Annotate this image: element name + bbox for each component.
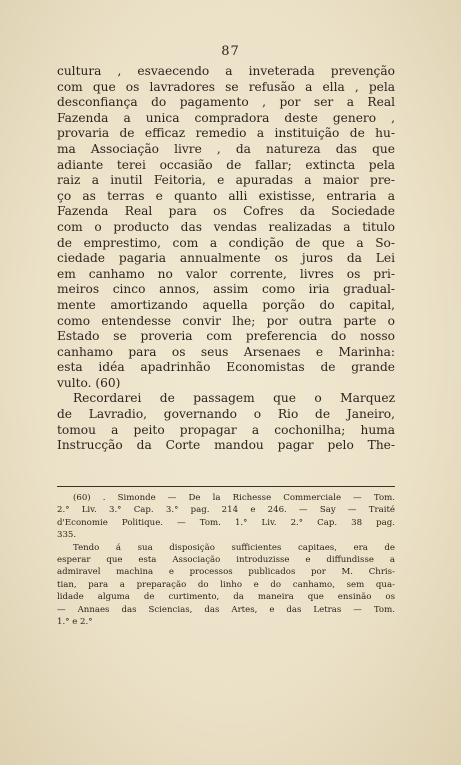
footnote-line: d'Economie Politique. — Tom. 1.° Liv. 2.° Cap. 38 pag. bbox=[57, 517, 395, 528]
footnote-line: 335. bbox=[57, 530, 77, 541]
text-line: com que os lavradores se refusão a ella , pela bbox=[57, 79, 395, 94]
page-number: 87 bbox=[221, 44, 240, 59]
text-line: meiros cinco annos, assim como iria gradual- bbox=[57, 282, 395, 297]
text-line: como entendesse convir lhe; por outra parte o bbox=[57, 313, 395, 328]
text-line: Fazenda Real para os Cofres da Sociedade bbox=[57, 204, 395, 219]
text-line: Estado se proveria com preferencia do nosso bbox=[57, 329, 395, 344]
footnote-divider bbox=[57, 486, 395, 487]
text-line: vulto. (60) bbox=[57, 375, 121, 390]
footnote-line: 1.° e 2.° bbox=[57, 617, 93, 628]
text-line: raiz a inutil Feitoria, e apuradas a maior pre- bbox=[57, 173, 395, 188]
text-line: mente amortizando aquella porção do capital, bbox=[57, 297, 395, 312]
footnotes bbox=[57, 492, 395, 628]
text-line: ço as terras e quanto alli existisse, entraria a bbox=[57, 188, 395, 203]
text-line: Recordarei de passagem que o Marquez bbox=[73, 391, 395, 406]
text-line: ma Associação livre , da natureza das que bbox=[57, 141, 395, 156]
text-line: Fazenda a unica compradora deste genero , bbox=[57, 110, 395, 125]
footnote-line: — Annaes das Sciencias, das Artes, e das Letras — Tom. bbox=[57, 604, 395, 615]
text-line: adiante terei occasião de fallar; extincta pela bbox=[57, 157, 395, 172]
text-line: provaria de efficaz remedio a instituição de hu- bbox=[57, 126, 395, 141]
text-line: cultura , esvaecendo a inveterada prevenção bbox=[57, 64, 395, 78]
main-text bbox=[57, 64, 395, 454]
text-line: esta idéa apadrinhão Economistas de grande bbox=[57, 360, 395, 375]
footnote-line: (60) . Simonde — De la Richesse Commerciale — Tom. bbox=[73, 493, 395, 503]
footnote-line: lidade alguma de curtimento, da maneira que ensinão os bbox=[57, 592, 395, 603]
text-line: de Lavradio, governando o Rio de Janeiro, bbox=[57, 407, 395, 422]
text-line: ciedade pagaria annualmente os juros da Lei bbox=[57, 251, 395, 266]
text-line: desconfiança do pagamento , por ser a Real bbox=[57, 95, 395, 110]
text-line: tomou a peito propagar a cochonilha; huma bbox=[57, 422, 395, 437]
footnote-line: admiravel machina e processos publicados por M. Chris- bbox=[57, 567, 395, 578]
text-line: com o producto das vendas realizadas a titulo bbox=[57, 219, 395, 234]
footnote-line: 2.° Liv. 3.° Cap. 3.° pag. 214 e 246. — Say — Traité bbox=[57, 505, 395, 516]
text-line: canhamo para os seus Arsenaes e Marinha: bbox=[57, 344, 395, 359]
footnote-line: esperar que esta Associação introduzisse e diffundisse a bbox=[57, 555, 395, 566]
text-line: Instrucção da Corte mandou pagar pelo The- bbox=[57, 438, 395, 453]
footnote-line: tian, para a preparação do linho e do canhamo, sem qua- bbox=[57, 579, 395, 590]
text-line: em canhamo no valor corrente, livres os pri- bbox=[57, 266, 395, 281]
footnote-line: Tendo á sua disposição sufficientes capitaes, era de bbox=[73, 542, 395, 553]
text-line: de emprestimo, com a condição de que a So- bbox=[57, 235, 395, 250]
